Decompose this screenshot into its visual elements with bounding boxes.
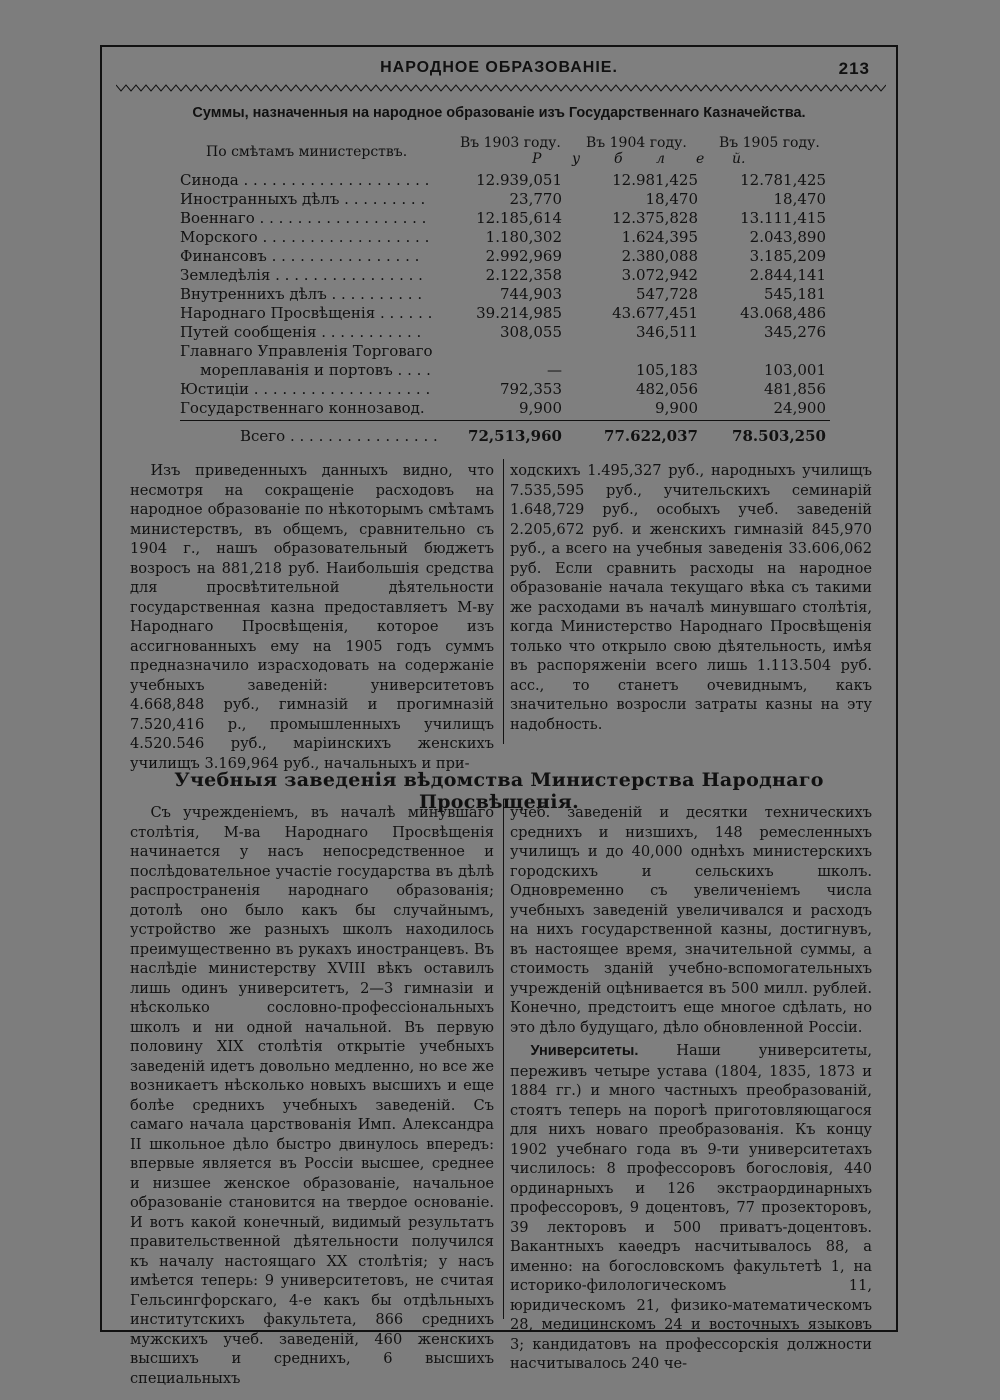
cell-1905: 13.111,415 — [740, 209, 826, 227]
cell-1903: 39.214,985 — [476, 304, 562, 322]
cell-1905: 18,470 — [773, 190, 826, 208]
table-row — [180, 342, 830, 361]
row-label: Земледѣлія . . . . . . . . . . . . . . . . — [180, 266, 423, 284]
cell-1903: 792,353 — [499, 380, 562, 398]
row-label: Внутреннихъ дѣлъ . . . . . . . . . . — [180, 285, 423, 303]
page-header — [102, 59, 896, 85]
cell-1905: 2.844,141 — [749, 266, 826, 284]
table-row — [180, 209, 830, 228]
budget-table — [180, 171, 830, 418]
cell-1905: 3.185,209 — [749, 247, 826, 265]
table-row — [180, 266, 830, 285]
subheading-universities: Университеты. — [530, 1043, 639, 1059]
row-label: Иностранныхъ дѣлъ . . . . . . . . . — [180, 190, 426, 208]
table-row — [180, 361, 830, 380]
header-ornament — [116, 83, 886, 93]
table-total-row — [180, 427, 830, 447]
cell-1903: 308,055 — [499, 323, 562, 341]
cell-1903: 2.992,969 — [485, 247, 562, 265]
table-row — [180, 190, 830, 209]
cell-1903: 744,903 — [499, 285, 562, 303]
universities-text: Наши университеты, переживъ четыре устава (1804, 1835, 1873 и 1884 гг.) и много частныхъ преобразованій, стоятъ теперь на порогѣ приготовляющагося для нихъ новаго преобразованія. Къ концу 1902 учебнаго года въ 9-ти университетахъ числилось: 8 профессоровъ богословія, 440 ординарныхъ и 126 экстраординарныхъ профессоровъ, 9 доцентовъ, 77 прозекторовъ, 39 лекторовъ и 500 приватъ-доцентовъ. Вакантныхъ каѳедръ насчитывалось 88, а именно: на богословскомъ факультетѣ 1, на историко-филологическомъ 11, юридическомъ 21, физико-математическомъ 28, медицинскомъ 24 и восточныхъ языковъ 3; кандидатовъ на профессорскія должности насчитывалось 240 че- — [510, 1042, 872, 1372]
cell-1905: 12.781,425 — [740, 171, 826, 189]
page-number: 213 — [838, 59, 870, 78]
intro-right-column — [510, 461, 872, 734]
row-label: Народнаго Просвѣщенія . . . . . . — [180, 304, 433, 322]
row-label: Главнаго Управленія Торговаго — [180, 342, 433, 360]
table-row — [180, 399, 830, 418]
cell-1903: — — [547, 361, 562, 379]
cell-1904: 43.677,451 — [612, 304, 698, 322]
unit-letter: б — [614, 151, 623, 167]
unit-letter: Р — [532, 151, 542, 167]
cell-1905: 345,276 — [763, 323, 826, 341]
table-title: Суммы, назначенныя на народное образованіе изъ Государственнаго Казначейства. — [192, 105, 806, 121]
total-1903: 72,513,960 — [468, 427, 562, 445]
unit-label — [532, 151, 752, 169]
cell-1904: 346,511 — [635, 323, 698, 341]
row-label: Морского . . . . . . . . . . . . . . . . . . — [180, 228, 430, 246]
paragraph: учеб. заведеній и десятки техническихъ среднихъ и низшихъ, 148 ремесленныхъ училищъ и до 40,000 однѣхъ министерскихъ городскихъ и сельскихъ школъ. Одновременно съ увеличеніемъ числа учебныхъ заведеній увеличивался и расходъ на нихъ государственной казны, достигнувъ, въ настоящее время, значительной суммы, а стоимость зданій учебно-вспомогательныхъ учрежденій оцѣнивается въ 500 милл. рублей. Конечно, предстоитъ еще многое сдѣлать, но это дѣло будущаго, дѣло обновленной Россіи. — [510, 804, 872, 1036]
table-row — [180, 171, 830, 190]
cell-1905: 481,856 — [763, 380, 826, 398]
total-label: Всего . . . . . . . . . . . . . . . . — [240, 427, 438, 445]
paragraph: ходскихъ 1.495,327 руб., народныхъ училищъ 7.535,595 руб., учительскихъ семинарій 1.648,729 руб., особыхъ учеб. заведеній 2.205,672 руб. и женскихъ гимназій 845,970 руб., а всего на учебныя заведенія 33.606,062 руб. Если сравнить расходы на народное образованіе начала текущаго вѣка съ такими же расходами въ началѣ минувшаго столѣтія, когда Министерство Народнаго Просвѣщенія только что открыло свою дѣятельность, имѣя въ распоряженіи всего лишь 1.113.504 руб. асс., то станетъ очевиднымъ, какъ значительно возросли затраты казны на эту надобность. — [510, 462, 872, 733]
table-row-header: По смѣтамъ министерствъ. — [206, 144, 408, 160]
row-label: Государственнаго коннозавод. — [180, 399, 425, 417]
table-row — [180, 380, 830, 399]
section-left-column — [130, 803, 494, 1388]
cell-1904: 547,728 — [635, 285, 698, 303]
paragraph: Изъ приведенныхъ данныхъ видно, что несмотря на сокращеніе расходовъ на народное образованіе по нѣкоторымъ смѣтамъ министерствъ, въ общемъ, сравнительно съ 1904 г., нашъ образовательный бюджетъ возросъ на 881,218 руб. Наибольшія средства для просвѣтительной дѣятельности государственная казна предоставляетъ М-ву Народнаго Просвѣщенія, которое изъ ассигнованныхъ ему на 1905 годъ суммъ предназначило израсходовать на содержаніе учебныхъ заведеній: университетовъ 4.668,848 руб., гимназій и прогимназій 7.520,416 р., промышленныхъ училищъ 4.520.546 руб., маріинскихъ женскихъ училищъ 3.169,964 руб., начальныхъ и при- — [130, 462, 494, 772]
row-label: Юстиціи . . . . . . . . . . . . . . . . . . . — [180, 380, 431, 398]
paragraph: Съ учрежденіемъ, въ началѣ минувшаго столѣтія, М-ва Народнаго Просвѣщенія начинается у насъ непосредственное и послѣдовательное участіе государства въ дѣлѣ распространенія народнаго образованія; дотолѣ оно было какъ бы случайнымъ, устройство же разныхъ школъ находилось преимущественно въ рукахъ иностранцевъ. Въ наслѣдіе министерству XVIII вѣкъ оставилъ лишь одинъ университетъ, 2—3 гимназіи и нѣсколько сословно-профессіональныхъ школъ и ни одной начальной. Въ первую половину XIX столѣтія открытіе учебныхъ заведеній идетъ довольно медленно, но все же возникаетъ нѣсколько новыхъ высшихъ и еще болѣе среднихъ учебныхъ заведеній. Съ самаго начала царствованія Имп. Александра II школьное дѣло быстро двинулось впередъ: впервые является въ Россіи высшее, среднее и низшее женское образованіе, начальное образованіе становится на твердое основаніе. И вотъ какой конечный, видимый результатъ правительственной дѣятельности получился къ началу настоящаго XX столѣтія; у насъ имѣется теперь: 9 университетовъ, не считая Гельсингфорскаго, 4-е какъ бы отдѣльныхъ институтскихъ факультета, 866 среднихъ мужскихъ учеб. заведеній, 460 женскихъ высшихъ и среднихъ, 6 высшихъ специальныхъ — [130, 804, 494, 1387]
cell-1904: 18,470 — [645, 190, 698, 208]
page-frame — [100, 45, 898, 1387]
paragraph — [510, 1041, 872, 1374]
running-title: НАРОДНОЕ ОБРАЗОВАНІЕ. — [380, 59, 618, 76]
cell-1904: 9,900 — [655, 399, 698, 417]
cell-1903: 12.939,051 — [476, 171, 562, 189]
cell-1903: 2.122,358 — [485, 266, 562, 284]
cell-1904: 12.981,425 — [612, 171, 698, 189]
table-row — [180, 228, 830, 247]
cell-1905: 545,181 — [763, 285, 826, 303]
column-header-1904: Въ 1904 году. — [586, 135, 687, 151]
cell-1904: 105,183 — [635, 361, 698, 379]
cell-1904: 3.072,942 — [621, 266, 698, 284]
cell-1903: 9,900 — [519, 399, 562, 417]
unit-letter: е — [696, 151, 705, 167]
table-row — [180, 304, 830, 323]
unit-letter: л — [656, 151, 665, 167]
unit-letter: й. — [732, 151, 746, 167]
row-label: мореплаванія и портовъ . . . . — [200, 361, 431, 379]
column-header-1905: Въ 1905 году. — [719, 135, 820, 151]
row-label: Финансовъ . . . . . . . . . . . . . . . . — [180, 247, 420, 265]
cell-1904: 482,056 — [635, 380, 698, 398]
total-1904: 77.622,037 — [604, 427, 698, 445]
row-label: Военнаго . . . . . . . . . . . . . . . . . . — [180, 209, 427, 227]
cell-1903: 1.180,302 — [485, 228, 562, 246]
cell-1903: 12.185,614 — [476, 209, 562, 227]
cell-1905: 24,900 — [773, 399, 826, 417]
section-right-column — [510, 803, 872, 1374]
cell-1904: 2.380,088 — [621, 247, 698, 265]
column-divider — [503, 799, 504, 1319]
table-row — [180, 285, 830, 304]
table-row — [180, 323, 830, 342]
cell-1904: 12.375,828 — [612, 209, 698, 227]
row-label: Синода . . . . . . . . . . . . . . . . . . . . — [180, 171, 430, 189]
row-label: Путей сообщенія . . . . . . . . . . . — [180, 323, 422, 341]
column-header-1903: Въ 1903 году. — [460, 135, 561, 151]
table-row — [180, 247, 830, 266]
intro-left-column — [130, 461, 494, 773]
unit-letter: у — [572, 151, 581, 167]
section-title: Учебныя заведенія вѣдомства Министерства Народнаго Просвѣщенія. — [174, 769, 824, 813]
total-rule — [180, 420, 830, 421]
total-1905: 78.503,250 — [732, 427, 826, 445]
cell-1905: 2.043,890 — [749, 228, 826, 246]
cell-1905: 43.068,486 — [740, 304, 826, 322]
cell-1905: 103,001 — [763, 361, 826, 379]
cell-1904: 1.624,395 — [621, 228, 698, 246]
cell-1903: 23,770 — [509, 190, 562, 208]
column-divider — [503, 459, 504, 744]
